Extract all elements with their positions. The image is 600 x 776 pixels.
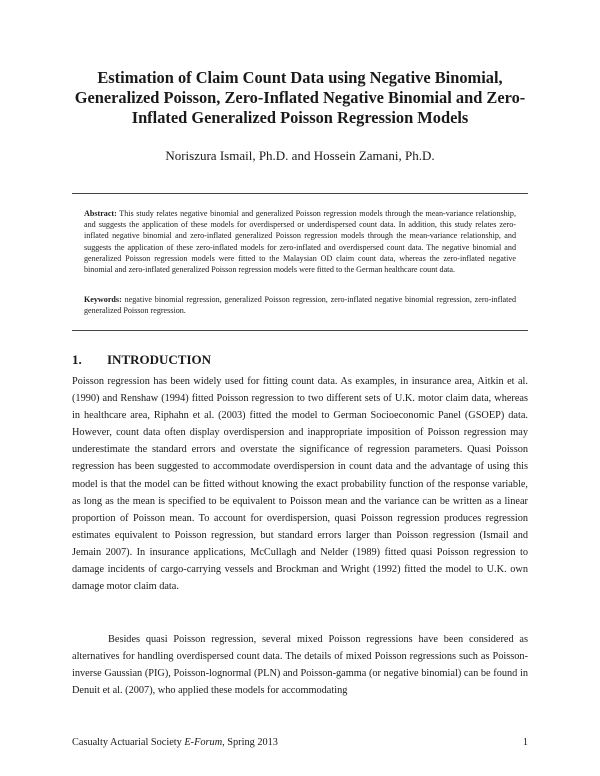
authors: Noriszura Ismail, Ph.D. and Hossein Zamani, Ph.D.: [165, 148, 435, 163]
abstract: [84, 208, 516, 275]
body-paragraph: Besides quasi Poisson regression, several mixed Poisson regressions have been considered as alternatives for handling overdispersed count data. The details of mixed Poisson regressions such as Poisson-inverse Gaussian (PIG), Poisson-lognormal (PLN) and Poisson-gamma (or negative binomial) can be found in Denuit et al. (2007), who applied these models for accommodating: [72, 634, 528, 697]
abstract-label: Abstract:: [84, 209, 117, 218]
section-title: INTRODUCTION: [107, 352, 212, 367]
page-number: 1: [522, 737, 528, 748]
footer-journal: Casualty Actuarial Society E-Forum, Spring 2013: [72, 737, 278, 748]
top-divider: [72, 193, 528, 194]
body-paragraph: Poisson regression has been widely used for fitting count data. As examples, in insurance area, Aitkin et al. (1990) and Renshaw (1994) fitted Poisson regression to two different sets of U.K. motor claim data, whereas in healthcare area, Riphahn et al. (2003) fitted the model to German Socioeconomic Panel (GSOEP) data. However, count data often display overdispersion and inappropriate imposition of Poisson regression may underestimate the standard errors and overstate the significance of regression parameters. Quasi Poisson regression has been suggested to accommodate overdispersion in count data and the advantage of using this model is that the model can be fitted without knowing the exact probability function of the response variable, as long as the mean is specified to be equivalent to Poisson mean and the variance can be written as a linear proportion of Poisson mean. To account for overdispersion, quasi Poisson regression produces regression estimates equivalent to Poisson regression, but standard errors larger than Poisson regression (Ismail and Jemain 2007). In insurance applications, McCullagh and Nelder (1989) fitted quasi Poisson regression to damage incidents of cargo-carrying vessels and Brockman and Wright (1992) fitted the model to U.K. own damage motor claim data.: [72, 376, 528, 593]
keywords: [84, 294, 516, 316]
section-number: 1.: [72, 352, 82, 367]
abstract-text: This study relates negative binomial and generalized Poisson regression models through the mean-variance relationship, and suggests the application of these models for overdispersed or underdispersed count data. In addition, this study relates zero-inflated negative binomial and zero-inflated generalized Poisson regression models through the mean-variance relationship, and suggests the application of these zero-inflated models for zero-inflated and overdispersed count data. The negative binomial and generalized Poisson regression models were fitted to the Malaysian OD claim count data, whereas the zero-inflated negative binomial and zero-inflated generalized Poisson regression models were fitted to the German healthcare count data.: [84, 209, 516, 275]
keywords-text: negative binomial regression, generalized Poisson regression, zero-inflated negative binomial regression, zero-inflated generalized Poisson regression.: [84, 295, 516, 316]
bottom-divider: [72, 330, 528, 331]
paper-title: Estimation of Claim Count Data using Negative Binomial, Generalized Poisson, Zero-Inflated Negative Binomial and Zero-Inflated Generalized Poisson Regression Models: [74, 68, 526, 127]
page-footer: [72, 737, 528, 748]
keywords-label: Keywords:: [84, 295, 122, 304]
section-heading: [72, 352, 528, 368]
